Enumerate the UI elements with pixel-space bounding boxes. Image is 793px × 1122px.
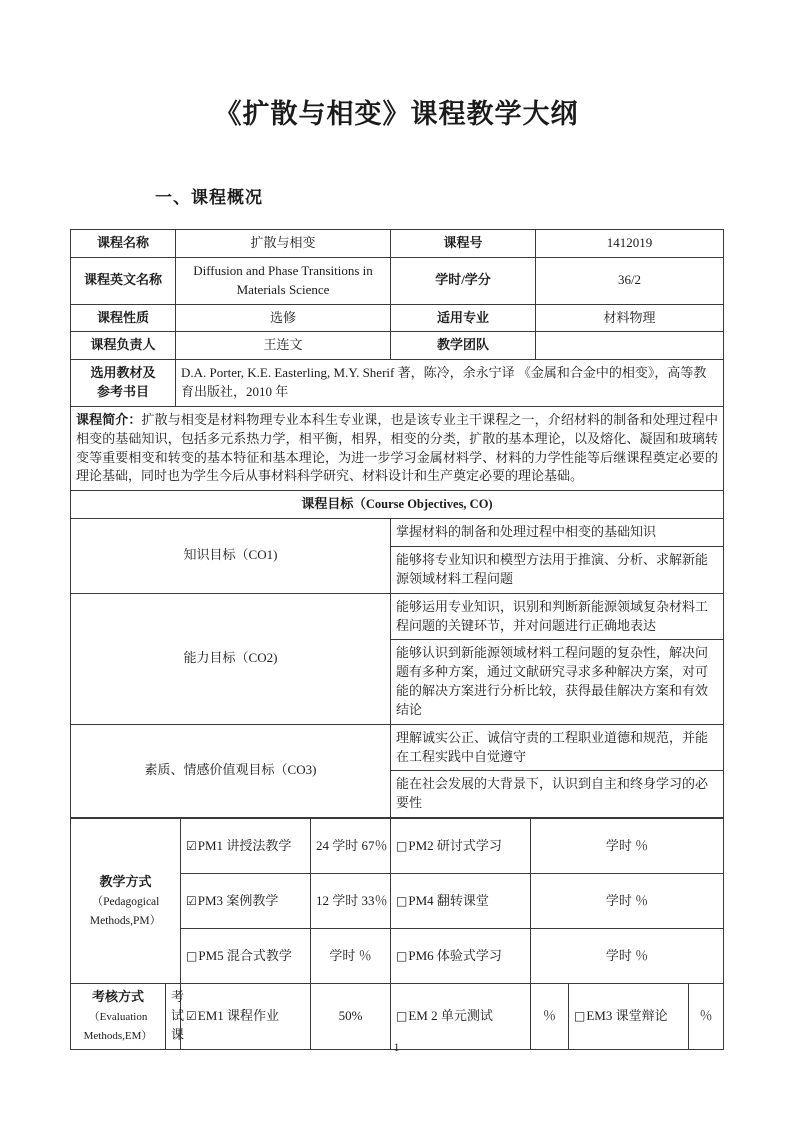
- objectives-header-en: （Course Objectives, CO): [353, 497, 493, 512]
- course-name-label: 课程名称: [71, 230, 176, 258]
- evaluation-option-em3-name: 课堂辩论: [615, 1008, 668, 1024]
- pedagogy-option-pm5-name: 混合式教学: [226, 947, 292, 963]
- evaluation-label-en-1: （Evaluation: [88, 1010, 148, 1023]
- evaluation-pct-em3: ％: [689, 984, 724, 1050]
- pedagogy-option-pm1[interactable]: [181, 819, 311, 874]
- major-value: 材料物理: [536, 304, 724, 332]
- pedagogy-label-en-1: （Pedagogical: [91, 895, 160, 908]
- table-row-textbook: [71, 360, 724, 407]
- course-leader-label: 课程负责人: [71, 332, 176, 360]
- objectives-header: [71, 491, 724, 519]
- teaching-team-value: [536, 332, 724, 360]
- checkbox-unchecked-icon[interactable]: □: [396, 1009, 408, 1024]
- pedagogy-label-en-2: Methods,PM）: [89, 914, 162, 927]
- checkbox-unchecked-icon[interactable]: □: [396, 838, 408, 853]
- pedagogy-option-pm2-name: 研讨式学习: [436, 837, 502, 853]
- objective-item-co2-2: 能够认识到新能源领域材料工程问题的复杂性，解决问题有多种方案，通过文献研究寻求多种解决方案，对可能的解决方案进行分析比较，获得最佳解决方案和有效结论: [391, 640, 724, 724]
- course-code-value: 1412019: [536, 230, 724, 258]
- course-code-label: 课程号: [391, 230, 536, 258]
- exam-type-char-2: 试: [171, 1008, 185, 1024]
- pedagogy-option-pm4-name: 翻转课堂: [436, 892, 489, 908]
- checkbox-unchecked-icon[interactable]: □: [396, 948, 408, 963]
- pedagogy-option-pm1-name: 讲授法教学: [226, 837, 292, 853]
- pedagogy-option-pm2-code: PM2: [408, 837, 434, 853]
- table-row-intro: [71, 406, 724, 490]
- hours-credits-label: 学时/学分: [391, 257, 536, 304]
- objective-label-co1: 知识目标（CO1): [71, 519, 391, 594]
- pedagogy-option-pm3[interactable]: [181, 874, 311, 929]
- table-row-english-name: [71, 257, 724, 304]
- objective-label-co2: 能力目标（CO2): [71, 593, 391, 724]
- hours-credits-value: 36/2: [536, 257, 724, 304]
- course-overview-table: [70, 229, 724, 818]
- pedagogy-row-1: [71, 819, 724, 874]
- exam-type-char-1: 考: [171, 989, 185, 1005]
- checkbox-unchecked-icon[interactable]: □: [396, 893, 408, 908]
- table-row-course-name: [71, 230, 724, 258]
- table-row-co3-first: [71, 724, 724, 771]
- objective-item-co2-1: 能够运用专业知识，识别和判断新能源领域复杂材料工程问题的关键环节，并对问题进行正确地表达: [391, 593, 724, 640]
- objective-label-co3: 素质、情感价值观目标（CO3): [71, 724, 391, 817]
- objective-item-co1-1: 掌握材料的制备和处理过程中相变的基础知识: [391, 519, 724, 547]
- pedagogy-option-pm4[interactable]: [391, 874, 531, 929]
- course-leader-value: 王连文: [176, 332, 391, 360]
- evaluation-pct-em1: 50%: [311, 984, 391, 1050]
- table-row-objectives-header: [71, 491, 724, 519]
- objectives-header-cn: 课程目标: [301, 496, 354, 512]
- table-row-co2-first: [71, 593, 724, 640]
- pedagogy-option-pm6-code: PM6: [408, 947, 434, 963]
- course-name-value: 扩散与相变: [176, 230, 391, 258]
- page-title: 《扩散与相变》课程教学大纲: [214, 99, 579, 129]
- teaching-team-label: 教学团队: [391, 332, 536, 360]
- evaluation-label-en-2: Methods,EM）: [83, 1029, 153, 1042]
- course-intro-label: 课程简介：: [76, 411, 142, 427]
- objective-item-co3-2: 能在社会发展的大背景下，认识到自主和终身学习的必要性: [391, 771, 724, 818]
- pedagogy-hours-pm2: 学时 ％: [531, 819, 724, 874]
- pedagogy-label-cn: 教学方式: [99, 873, 152, 889]
- major-label: 适用专业: [391, 304, 536, 332]
- evaluation-option-em1-code: EM1: [197, 1008, 224, 1024]
- objective-item-co1-2: 能够将专业知识和模型方法用于推演、分析、求解新能源领域材料工程问题: [391, 546, 724, 593]
- evaluation-label-cn: 考核方式: [91, 989, 144, 1005]
- course-nature-label: 课程性质: [71, 304, 176, 332]
- textbook-label-line1: 选用教材及: [90, 365, 156, 381]
- pedagogy-option-pm5[interactable]: [181, 929, 311, 984]
- section-heading-overview: 一、课程概况: [155, 188, 263, 207]
- pedagogy-option-pm6[interactable]: [391, 929, 531, 984]
- objective-item-co3-1: 理解诚实公正、诚信守责的工程职业道德和规范，并能在工程实践中自觉遵守: [391, 724, 724, 771]
- table-row-co1-first: [71, 519, 724, 547]
- textbook-value: D.A. Porter, K.E. Easterling, M.Y. Sherif 著，陈冷，余永宁译 《金属和合金中的相变》，高等教育出版社，2010 年: [176, 360, 724, 407]
- exam-type-char-3: 课: [171, 1026, 185, 1042]
- course-en-name-label: 课程英文名称: [71, 257, 176, 304]
- pedagogy-option-pm5-code: PM5: [198, 947, 224, 963]
- course-intro-cell: [71, 406, 724, 490]
- pedagogy-hours-pm5: 学时 ％: [311, 929, 391, 984]
- checkbox-unchecked-icon[interactable]: □: [574, 1009, 586, 1024]
- pedagogy-option-pm3-name: 案例教学: [226, 892, 279, 908]
- evaluation-pct-em2: ％: [531, 984, 569, 1050]
- pedagogy-option-pm6-name: 体验式学习: [436, 947, 502, 963]
- pedagogy-option-pm4-code: PM4: [408, 892, 434, 908]
- evaluation-option-em1-name: 课程作业: [227, 1008, 280, 1024]
- table-row-course-nature: [71, 304, 724, 332]
- evaluation-option-em3-code: EM3: [586, 1008, 613, 1024]
- pedagogy-hours-pm4: 学时 ％: [531, 874, 724, 929]
- checkbox-checked-icon[interactable]: ☑: [186, 1009, 197, 1024]
- pedagogy-hours-pm6: 学时 ％: [531, 929, 724, 984]
- course-intro-text: 扩散与相变是材料物理专业本科生专业课，也是该专业主干课程之一，介绍材料的制备和处理过程中相变的基础知识，包括多元系热力学，相平衡，相界，相变的分类，扩散的基本理论，以及熔化、凝固和玻璃转变等重要相变和转变的基本特征和基本理论，为进一步学习金属材料学、材料的力学性能等后继课程奠定必要的理论基础，同时也为学生今后从事材料科学研究、材料设计和生产奠定必要的理论基础。: [76, 411, 718, 484]
- course-nature-value: 选修: [176, 304, 391, 332]
- pedagogy-evaluation-table: [70, 818, 724, 1050]
- pedagogy-label: [71, 819, 181, 984]
- evaluation-option-em2-code: EM 2: [408, 1008, 438, 1024]
- pedagogy-hours-pm3: 12 学时 33％: [311, 874, 391, 929]
- checkbox-checked-icon[interactable]: ☑: [186, 838, 197, 853]
- textbook-label-line2: 参考书目: [96, 384, 149, 400]
- pedagogy-hours-pm1: 24 学时 67％: [311, 819, 391, 874]
- checkbox-unchecked-icon[interactable]: □: [186, 948, 198, 963]
- textbook-label: [71, 360, 176, 407]
- table-row-course-leader: [71, 332, 724, 360]
- pedagogy-option-pm3-code: PM3: [197, 892, 224, 908]
- pedagogy-option-pm1-code: PM1: [197, 837, 224, 853]
- page-number: 1: [393, 1040, 400, 1054]
- evaluation-option-em2-name: 单元测试: [440, 1008, 493, 1024]
- course-en-name-value: Diffusion and Phase Transitions in Materials Science: [176, 257, 391, 304]
- pedagogy-option-pm2[interactable]: [391, 819, 531, 874]
- checkbox-checked-icon[interactable]: ☑: [186, 893, 197, 908]
